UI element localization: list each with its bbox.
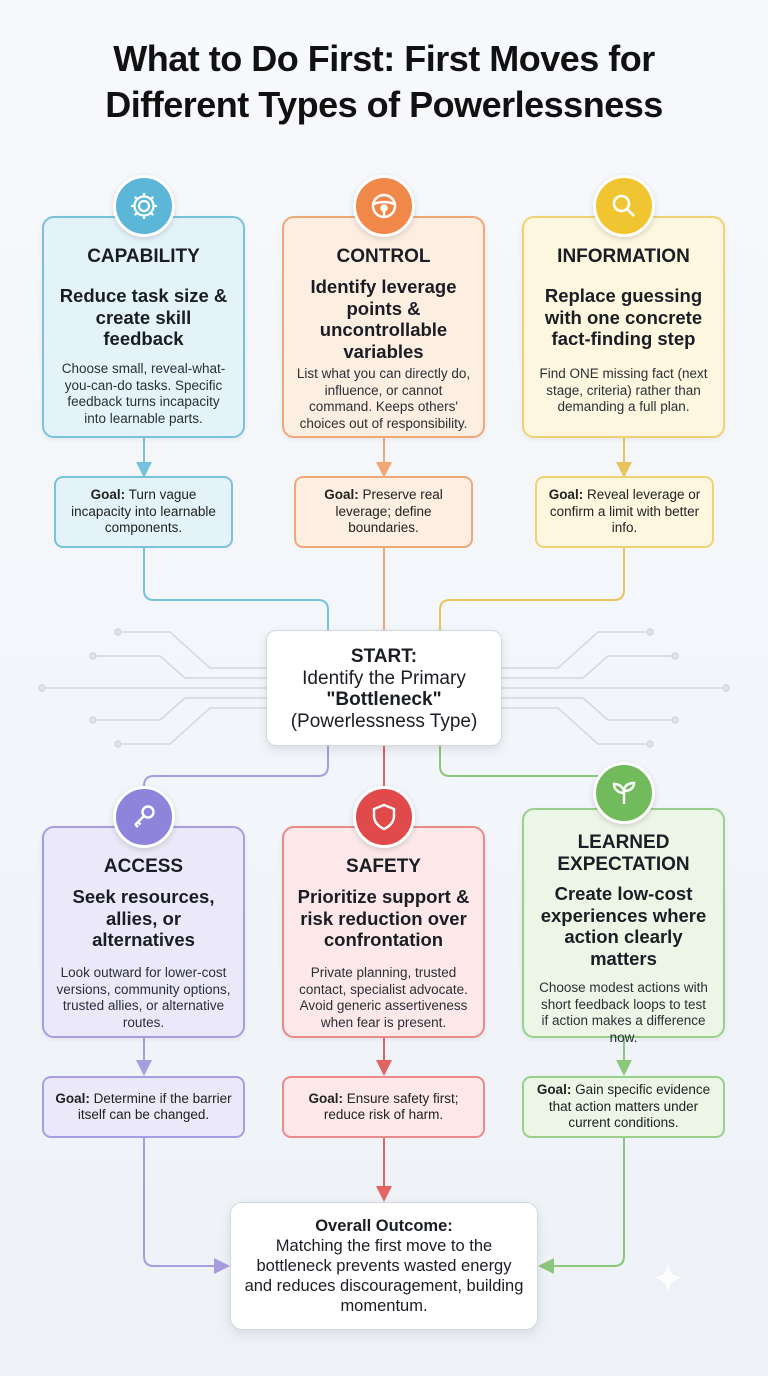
card-capability [42,216,245,438]
type-name: INFORMATION [557,246,690,267]
card-access [42,826,245,1038]
first-move-description: Choose small, reveal-what-you-can-do tasks. Specific feedback turns incapacity into learnable parts. [61,361,226,426]
goal-learned-expectation [522,1076,725,1138]
first-move-description: Choose modest actions with short feedback loops to test if action makes a difference now. [539,980,708,1045]
type-name: CAPABILITY [87,246,200,267]
start-label: START: [350,646,418,667]
goal-text: Preserve real leverage; define boundaries. [335,487,443,536]
goal-text: Gain specific evidence that action matters under current conditions. [548,1082,711,1131]
start-bottleneck: "Bottleneck" [326,689,442,710]
steering-wheel-icon [353,175,415,237]
first-move-heading: Identify leverage points & uncontrollable variables [310,276,457,362]
goal-access [42,1076,245,1138]
goal-control [294,476,473,548]
first-move-heading: Reduce task size & create skill feedback [59,285,228,349]
title-line-2: Different Types of Powerlessness [105,84,663,125]
outcome-text: Matching the first move to the bottleneck prevents wasted energy and reduces discouragement, building momentum. [244,1237,524,1315]
title-line-1: What to Do First: First Moves for [113,38,655,79]
type-name: CONTROL [336,246,431,267]
card-learned-expectation [522,808,725,1045]
overall-outcome [230,1202,538,1330]
first-move-description: Private planning, trusted contact, specialist advocate. Avoid generic assertiveness when fear is present. [299,965,468,1030]
goal-text: Ensure safety first; reduce risk of harm. [323,1090,459,1122]
shield-icon [353,786,415,848]
first-move-description: Look outward for lower-cost versions, community options, trusted allies, or alternative routes. [56,965,231,1030]
goal-text: Turn vague incapacity into learnable components. [71,487,216,536]
card-information [522,216,725,438]
start-subtext: (Powerlessness Type) [290,710,478,732]
first-move-heading: Prioritize support & risk reduction over confrontation [297,886,470,950]
goal-label: Goal: [324,487,359,503]
goal-label: Goal: [55,1090,90,1106]
magnifier-icon [593,175,655,237]
goal-label: Goal: [536,1082,572,1098]
first-move-description: List what you can directly do, influence, or cannot command. Keeps others' choices out of responsibility. [296,366,471,431]
gear-icon [113,175,175,237]
first-move-description: Find ONE missing fact (next stage, criteria) rather than demanding a full plan. [539,366,708,414]
first-move-heading: Create low-cost experiences where action clearly matters [540,883,707,969]
first-move-heading: Seek resources, allies, or alternatives [72,886,215,950]
goal-capability [54,476,233,548]
goal-text: Reveal leverage or confirm a limit with better info. [549,487,701,536]
type-name: LEARNED EXPECTATION [557,832,690,875]
type-name: SAFETY [346,856,421,877]
goal-label: Goal: [548,487,584,503]
outcome-label: Overall Outcome: [315,1217,453,1235]
start-text: Identify the Primary [302,667,466,689]
goal-label: Goal: [308,1090,343,1106]
goal-label: Goal: [90,487,126,503]
card-safety [282,826,485,1038]
key-icon [113,786,175,848]
card-control [282,216,485,438]
sprout-icon [593,762,655,824]
start-node [266,630,502,746]
goal-safety [282,1076,485,1138]
first-move-heading: Replace guessing with one concrete fact-finding step [544,285,703,349]
sparkle-icon [650,1260,686,1296]
type-name: ACCESS [103,856,184,877]
goal-text: Determine if the barrier itself can be changed. [77,1090,232,1122]
goal-information [535,476,714,548]
